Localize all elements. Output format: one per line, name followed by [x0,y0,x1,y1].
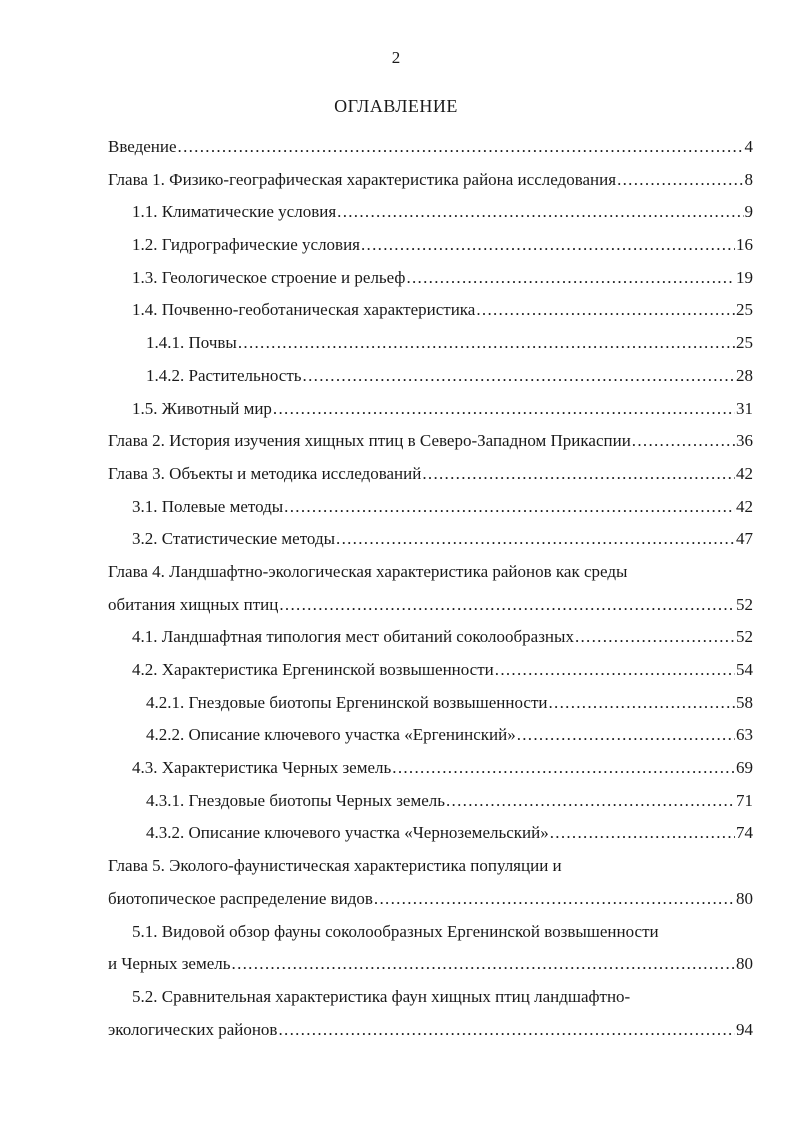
toc-entry-chapter-5-line1[interactable]: Глава 5. Эколого-фаунистическая характеристика популяции и [108,856,562,876]
toc-entry-1-1[interactable] [108,196,753,229]
dot-leader [575,621,735,654]
toc-entry-page: 42 [736,496,753,516]
toc-entry-page: 94 [736,1019,753,1039]
toc-entry-label: 4.3.1. Гнездовые биотопы Черных земель [146,790,445,810]
toc-entry-page: 36 [736,431,753,451]
dot-leader [232,948,735,981]
toc-entry-chapter-4[interactable] [108,589,753,622]
toc-entry-1-4-1[interactable] [108,327,753,360]
toc-entry-label: 3.1. Полевые методы [132,496,284,516]
toc-entry-4-2-1[interactable] [108,687,753,720]
toc-entry-4-3-1[interactable] [108,785,753,818]
dot-leader [273,393,735,426]
toc-entry-1-2[interactable] [108,229,753,262]
dot-leader [422,458,735,491]
toc-entry-page: 9 [744,202,753,222]
toc-entry-label: 4.3.2. Описание ключевого участка «Черноземельский» [146,823,549,843]
toc-entry-1-5[interactable] [108,393,753,426]
toc-entry-label: экологических районов [108,1019,278,1039]
toc-entry-label: 4.2. Характеристика Ергенинской возвышенности [132,660,494,679]
toc-entry-chapter-2[interactable] [108,425,753,458]
toc-entry-page: 69 [736,758,753,778]
toc-entry-page: 54 [736,660,753,679]
toc-entry-label: 4.2.1. Гнездовые биотопы Ергенинской возвышенности [146,692,548,712]
dot-leader [361,229,735,262]
toc-entry-page: 8 [744,169,753,189]
toc-entry-5-1-line1[interactable]: 5.1. Видовой обзор фауны соколообразных Ергенинской возвышенности [132,921,659,941]
toc-entry-chapter-1[interactable] [108,164,753,197]
dot-leader [279,589,735,622]
toc-entry-label: Глава 3. Объекты и методика исследований [108,463,422,483]
dot-leader [178,131,744,164]
toc-entry-label: 4.1. Ландшафтная типология мест обитаний соколообразных [132,627,574,647]
toc-entry-page: 28 [736,365,753,385]
toc-entry-page: 63 [736,725,753,745]
toc-entry-label: биотопическое распределение видов [108,888,373,908]
toc-entry-3-1[interactable] [108,491,753,524]
toc-entry-chapter-4-line1[interactable]: Глава 4. Ландшафтно-экологическая характеристика районов как среды [108,561,628,581]
dot-leader [446,785,735,818]
toc-entry-1-4[interactable] [108,294,753,327]
toc-entry-label: 1.4.1. Почвы [146,333,237,353]
dot-leader [476,294,735,327]
toc-entry-page: 58 [736,692,753,712]
toc-entry-page: 52 [736,594,753,614]
toc-entry-5-1[interactable] [108,948,753,981]
toc-entry-label: 1.4.2. Растительность [146,365,302,385]
toc-entry-page: 74 [736,823,753,843]
dot-leader [495,654,735,687]
toc-entry-page: 71 [736,790,753,810]
dot-leader [284,491,735,524]
toc-entry-page: 42 [736,463,753,483]
toc-title: ОГЛАВЛЕНИЕ [334,96,458,116]
toc-entry-introduction[interactable] [108,131,753,164]
toc-entry-label: Введение [108,137,177,156]
toc-entry-page: 16 [736,235,753,255]
dot-leader [406,262,735,295]
toc-entry-label: и Черных земель [108,954,231,974]
toc-entry-label: 4.2.2. Описание ключевого участка «Ергенинский» [146,725,516,745]
toc-entry-label: 3.2. Статистические методы [132,529,336,549]
dot-leader [278,1014,735,1047]
dot-leader [336,523,735,556]
toc-entry-label: Глава 2. История изучения хищных птиц в Северо-Западном Прикаспии [108,431,631,451]
toc-entry-4-2-2[interactable] [108,719,753,752]
toc-entry-label: 1.1. Климатические условия [132,202,337,222]
toc-entry-page: 25 [736,333,753,353]
dot-leader [392,752,735,785]
page-number: 2 [391,48,401,67]
toc-entry-label: 1.4. Почвенно-геоботаническая характеристика [132,300,476,320]
table-of-contents [108,131,753,1046]
toc-entry-5-2-line1[interactable]: 5.2. Сравнительная характеристика фаун хищных птиц ландшафтно- [132,986,631,1006]
toc-entry-label: 1.5. Животный мир [132,398,272,418]
toc-entry-page: 47 [736,529,753,549]
toc-entry-page: 80 [736,888,753,908]
toc-entry-chapter-3[interactable] [108,458,753,491]
toc-entry-label: 1.3. Геологическое строение и рельеф [132,267,406,287]
toc-entry-page: 31 [736,398,753,418]
dot-leader [337,196,743,229]
toc-entry-4-3[interactable] [108,752,753,785]
dot-leader [617,164,743,197]
toc-entry-4-2[interactable] [108,654,753,687]
toc-entry-label: 4.3. Характеристика Черных земель [132,758,392,778]
toc-entry-4-3-2[interactable] [108,817,753,850]
dot-leader [303,360,735,393]
toc-entry-label: Глава 1. Физико-географическая характеристика района исследования [108,169,617,189]
toc-entry-page: 52 [736,627,753,647]
toc-entry-page: 80 [736,954,753,974]
toc-entry-4-1[interactable] [108,621,753,654]
dot-leader [238,327,735,360]
toc-entry-5-2[interactable] [108,1014,753,1047]
toc-entry-1-4-2[interactable] [108,360,753,393]
dot-leader [517,719,735,752]
toc-entry-3-2[interactable] [108,523,753,556]
dot-leader [550,817,735,850]
dot-leader [632,425,735,458]
toc-entry-1-3[interactable] [108,262,753,295]
toc-entry-page: 25 [736,300,753,320]
toc-entry-page: 4 [744,137,753,156]
dot-leader [549,687,736,720]
toc-entry-label: обитания хищных птиц [108,594,279,614]
toc-entry-page: 19 [736,267,753,287]
toc-entry-label: 1.2. Гидрографические условия [132,235,360,255]
dot-leader [374,883,735,916]
toc-entry-chapter-5[interactable] [108,883,753,916]
